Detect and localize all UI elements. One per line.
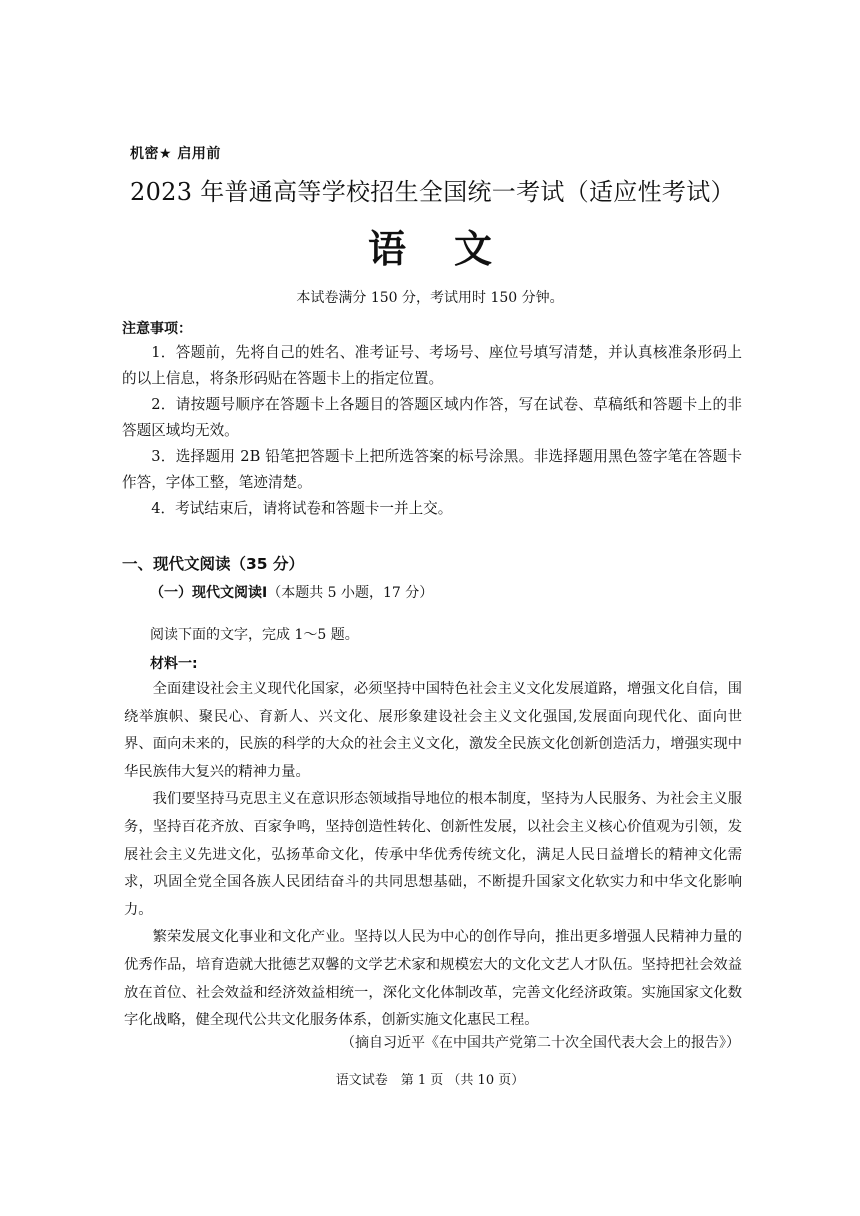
subject-title-right: 文 [454,226,493,271]
notice-item: 4．考试结束后，请将试卷和答题卡一并上交。 [151,500,453,517]
notice-item: 1．答题前，先将自己的姓名、准考证号、考场号、座位号填写清楚，并认真核准条形码上的以上信息，将条形码贴在答题卡上的指定位置。 [122,344,742,387]
notice-heading: 注意事项： [122,321,192,337]
material-source: （摘自习近平《在中国共产党第二十次全国代表大会上的报告》） [341,1035,740,1051]
exam-title: 2023 年普通高等学校招生全国统一考试（适应性考试） [130,178,735,206]
subject-title-left: 语 [367,226,406,271]
subsection-heading [150,582,433,602]
section-heading: 一、现代文阅读（35 分） [122,555,304,573]
notice-list [122,340,742,522]
confidential-label: 机密★ 启用前 [130,146,221,162]
subject-title [0,218,860,273]
subsection-heading-title: （一）现代文阅读Ⅰ [150,585,268,601]
material-label: 材料一: [150,656,198,672]
score-line: 本试卷满分 150 分，考试用时 150 分钟。 [296,290,564,306]
material-paragraph: 我们要坚持马克思主义在意识形态领域指导地位的根本制度，坚持为人民服务、为社会主义服务，坚持百花齐放、百家争鸣，坚持创造性转化、创新性发展，以社会主义核心价值观为引领，发展社会主义先进文化，弘扬革命文化，传承中华优秀传统文化，满足人民日益增长的精神文化需求，巩固全党全国各族人民团结奋斗的共同思想基础，不断提升国家文化软实力和中华文化影响力。 [124,791,742,918]
page-footer: 语文试卷 第 1 页 （共 10 页） [335,1073,525,1088]
material-paragraph: 全面建设社会主义现代化国家，必须坚持中国特色社会主义文化发展道路，增强文化自信，围绕举旗帜、聚民心、育新人、兴文化、展形象建设社会主义文化强国,发展面向现代化、面向世界、面向未来的，民族的科学的大众的社会主义文化，激发全民族文化创新创造活力，增强实现中华民族伟大复兴的精神力量。 [124,681,742,780]
notice-item: 3．选择题用 2B 铅笔把答题卡上把所选答案的标号涂黑。非选择题用黑色签字笔在答题卡作答，字体工整，笔迹清楚。 [122,448,742,491]
material-body [124,676,742,1035]
reading-instruction: 阅读下面的文字，完成 1～5 题。 [150,627,359,643]
subsection-heading-note: （本题共 5 小题，17 分） [267,585,434,601]
material-paragraph: 繁荣发展文化事业和文化产业。坚持以人民为中心的创作导向，推出更多增强人民精神力量的优秀作品，培育造就大批德艺双馨的文学艺术家和规模宏大的文化文艺人才队伍。坚持把社会效益放在首位、社会效益和经济效益相统一，深化文化体制改革，完善文化经济政策。实施国家文化数字化战略，健全现代公共文化服务体系，创新实施文化惠民工程。 [124,929,742,1029]
notice-item: 2．请按题号顺序在答题卡上各题目的答题区域内作答，写在试卷、草稿纸和答题卡上的非答题区域均无效。 [122,396,742,439]
